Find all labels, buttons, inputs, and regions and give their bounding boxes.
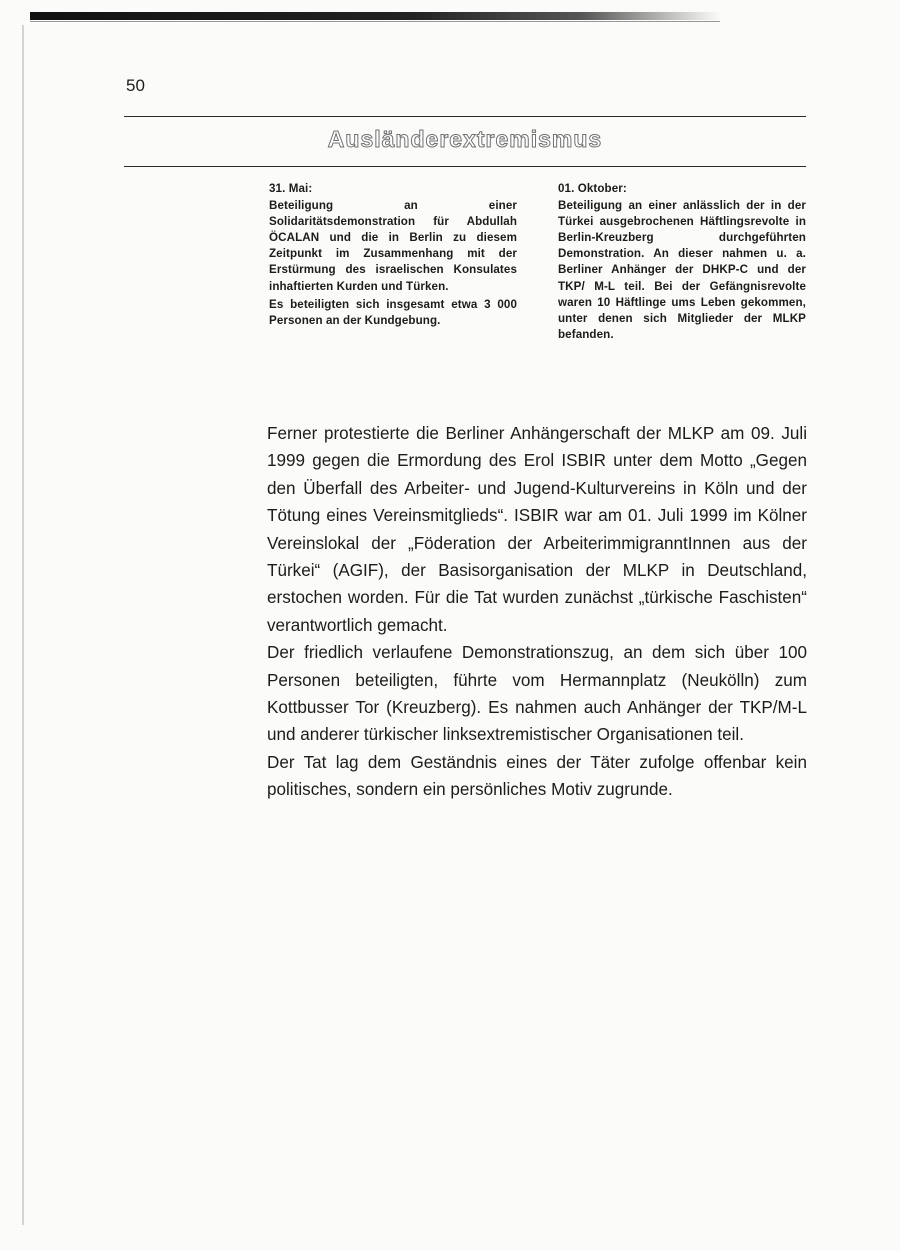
header-rule-bottom xyxy=(124,166,806,167)
body-paragraph: Ferner protestierte die Berliner Anhängerschaft der MLKP am 09. Juli 1999 gegen die Ermordung des Erol ISBIR unter dem Motto „Gegen den Überfall des Arbeiter- und Jugend-Kulturvereins in Köln und der Tötung eines Vereinsmitglieds“. ISBIR war am 01. Juli 1999 im Kölner Vereinslokal der „Föderation der ArbeiterimmigranntInnen aus der Türkei“ (AGIF), der Basisorganisation der MLKP in Deutschland, erstochen worden. Für die Tat wurden zunächst „türkische Faschisten“ verantwortlich gemacht. xyxy=(267,424,807,635)
header-rule-top xyxy=(124,116,806,117)
body-text xyxy=(267,420,807,804)
scan-top-bar xyxy=(30,12,720,20)
section-title: Ausländerextremismus xyxy=(327,126,603,152)
scan-top-line xyxy=(30,21,720,22)
event-date: 31. Mai: xyxy=(269,182,313,195)
body-paragraph: Der friedlich verlaufene Demonstrationszug, an dem sich über 100 Personen beteiligten, führte vom Hermannplatz (Neukölln) zum Kottbusser Tor (Kreuzberg). Es nahmen auch Anhänger der TKP/M-L und anderer türkischer linksextremistischer Organisationen teil. xyxy=(267,643,807,745)
page-number: 50 xyxy=(126,76,145,95)
event-description: Beteiligung an einer Solidaritätsdemonstration für Abdullah ÖCALAN und die in Berlin zu diesem Zeitpunkt im Zusammenhang mit der Erstürmung des israelischen Konsulates inhaftierten Kurden und Türken. xyxy=(269,199,517,293)
scan-left-edge xyxy=(22,25,24,1225)
event-date: 01. Oktober: xyxy=(558,182,627,195)
event-box-right xyxy=(558,181,806,343)
event-box-left xyxy=(269,181,517,329)
event-description: Beteiligung an einer anlässlich der in der Türkei ausgebrochenen Häftlingsrevolte in Berlin-Kreuzberg durchgeführten Demonstration. An dieser nahmen u. a. Berliner Anhänger der DHKP-C und der TKP/ M-L teil. Bei der Gefängnisrevolte waren 10 Häftlinge ums Leben gekommen, unter denen sich Mitglieder der MLKP befanden. xyxy=(558,199,806,341)
event-participants: Es beteiligten sich insgesamt etwa 3 000 Personen an der Kundgebung. xyxy=(269,297,517,327)
body-paragraph: Der Tat lag dem Geständnis eines der Täter zufolge offenbar kein politisches, sondern ein persönliches Motiv zugrunde. xyxy=(267,752,807,800)
